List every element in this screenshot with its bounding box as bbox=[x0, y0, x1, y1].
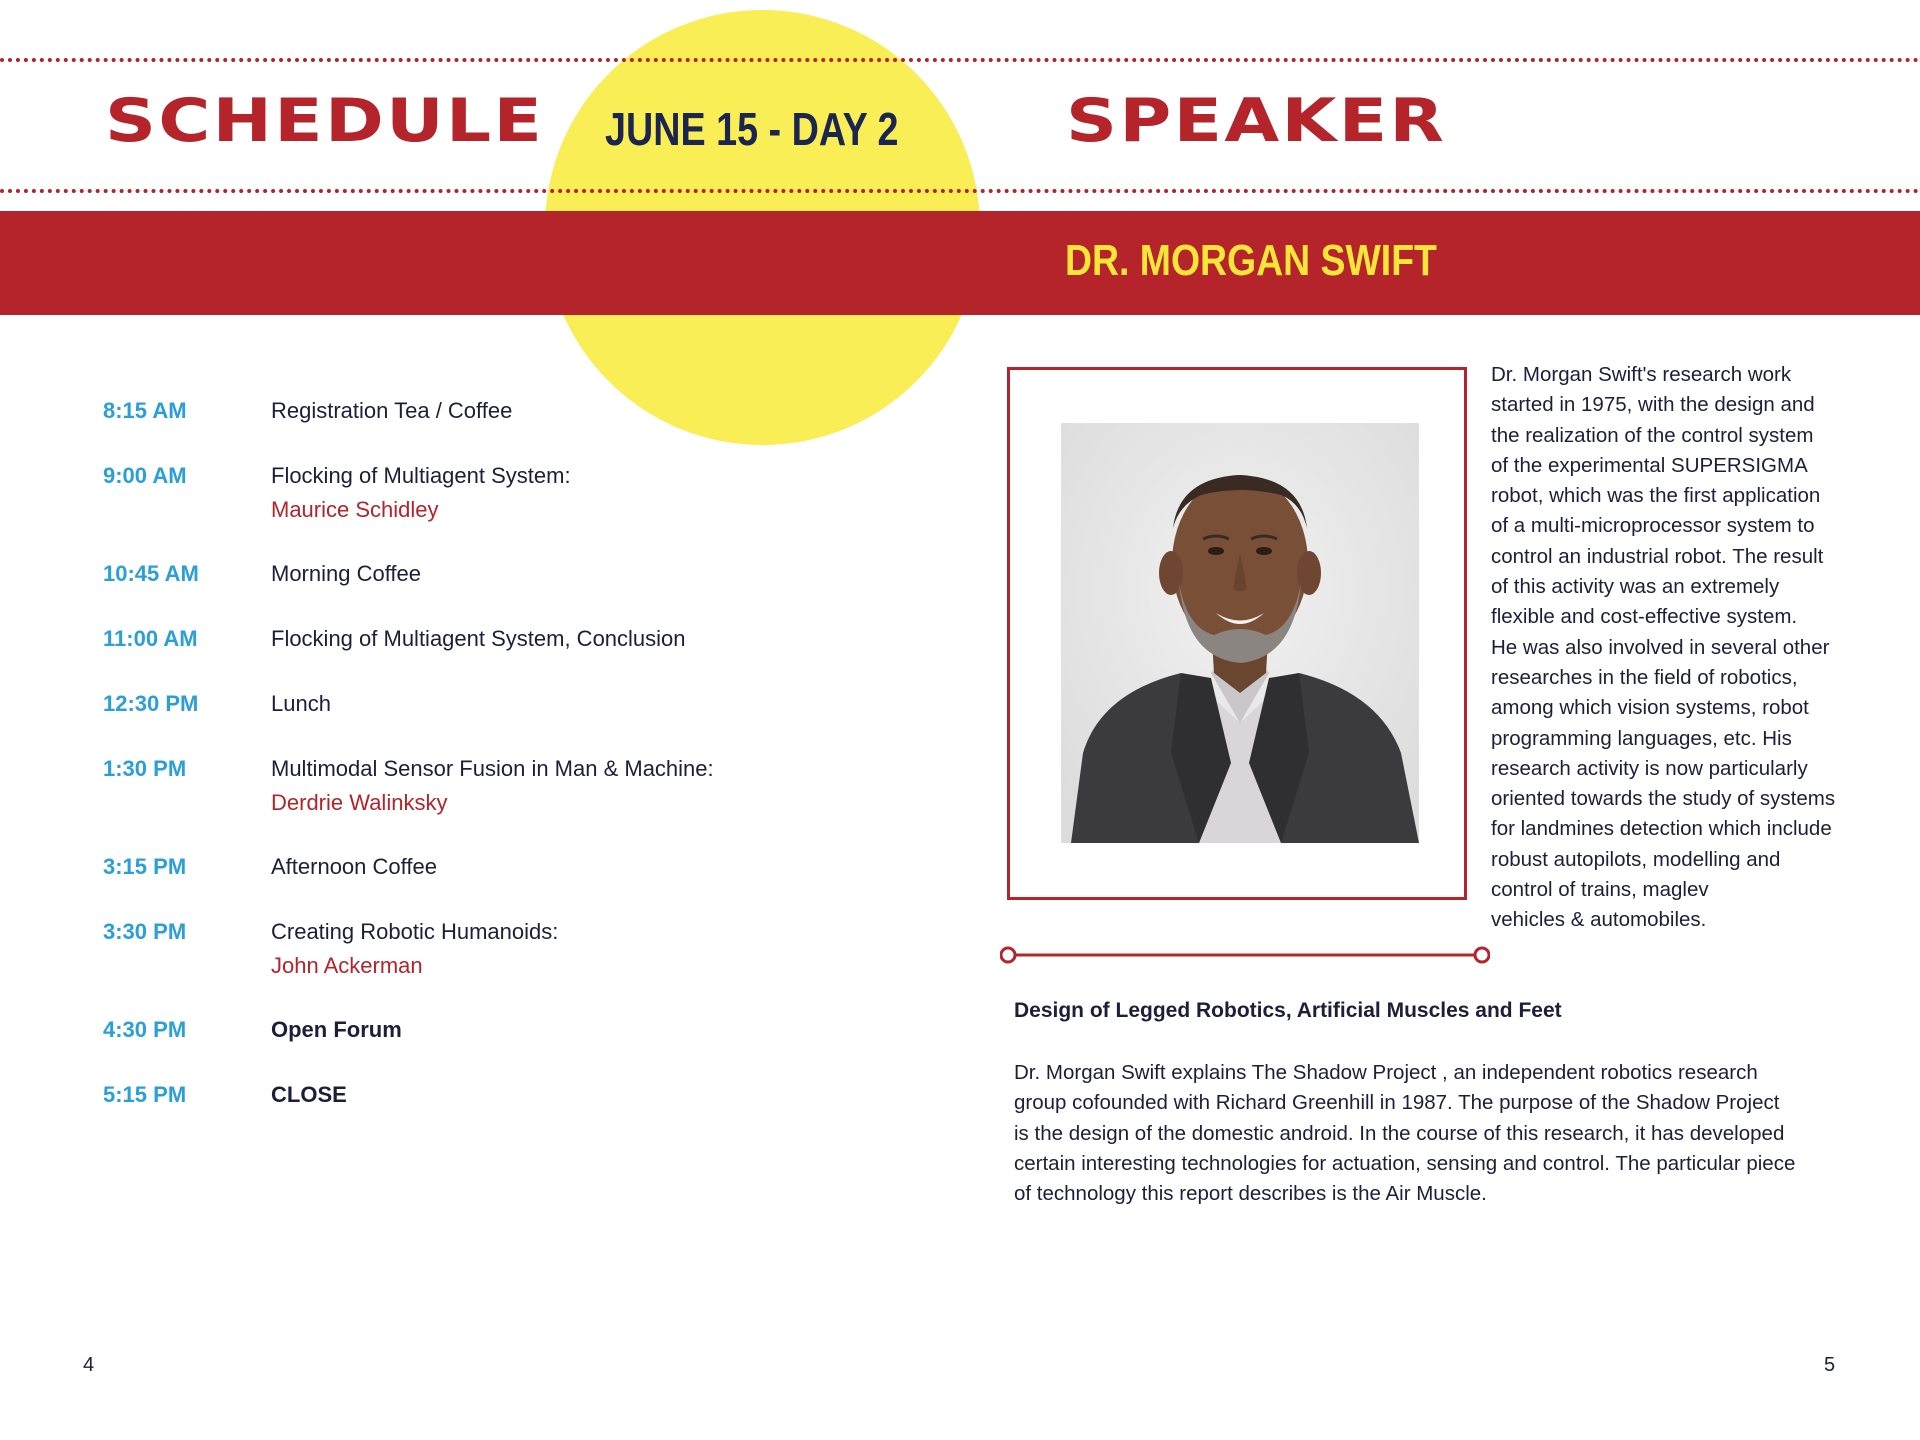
schedule-event bbox=[271, 854, 437, 880]
schedule-time: 1:30 PM bbox=[103, 756, 187, 781]
event-title: Creating Robotic Humanoids: bbox=[271, 919, 559, 944]
presenter-name: Derdrie Walinksky bbox=[271, 790, 448, 815]
schedule-event bbox=[271, 626, 686, 652]
top-dotted-rule bbox=[0, 58, 1920, 62]
speaker-name-band bbox=[0, 211, 1920, 315]
page-number-right: 5 bbox=[1824, 1354, 1836, 1376]
schedule-time: 4:30 PM bbox=[103, 1017, 187, 1042]
schedule-event bbox=[271, 463, 571, 523]
page-number-left: 4 bbox=[83, 1354, 95, 1376]
schedule-event bbox=[271, 398, 512, 424]
presenter-name: John Ackerman bbox=[271, 953, 423, 978]
schedule-event bbox=[271, 919, 558, 979]
schedule-time: 5:15 PM bbox=[103, 1082, 187, 1107]
event-title: Morning Coffee bbox=[271, 561, 422, 586]
schedule-time: 8:15 AM bbox=[103, 398, 187, 423]
event-title: CLOSE bbox=[271, 1082, 347, 1107]
event-title: Multimodal Sensor Fusion in Man & Machine: bbox=[271, 756, 714, 781]
schedule-heading: SCHEDULE bbox=[105, 86, 545, 156]
schedule-event bbox=[271, 1017, 402, 1043]
talk-description: Dr. Morgan Swift explains The Shadow Project , an independent robotics research group cofounded with Richard Greenhill in 1987. The purpose of the Shadow Project is the design of the domestic android. In the course of this research, it has developed certain interesting technologies for actuation, sensing and control. The particular piece of technology this report describes is the Air Muscle. bbox=[1014, 1061, 1796, 1206]
schedule-time: 9:00 AM bbox=[103, 463, 187, 488]
schedule-time: 12:30 PM bbox=[103, 691, 199, 716]
event-title: Open Forum bbox=[271, 1017, 402, 1042]
presenter-name: Maurice Schidley bbox=[271, 497, 439, 522]
speaker-bio: Dr. Morgan Swift's research work started in 1975, with the design and the realization of the control system of the experimental SUPERSIGMA robot, which was the first application of a multi-microprocessor system to control an industrial robot. The result of this activity was an extremely flexible and cost-effective system. He was also involved in several other researches in the field of robotics, among which vision systems, robot programming languages, etc. His research activity is now particularly oriented towards the study of systems for landmines detection which include robust autopilots, modelling and control of trains, maglev vehicles & automobiles. bbox=[1491, 363, 1836, 932]
timeline-divider bbox=[1000, 945, 1490, 965]
schedule-time: 10:45 AM bbox=[103, 561, 199, 586]
speaker-heading: SPEAKER bbox=[1066, 86, 1447, 156]
speaker-portrait-illustration bbox=[1061, 423, 1419, 843]
schedule-event bbox=[271, 1082, 347, 1108]
schedule-event bbox=[271, 756, 714, 816]
event-title: Registration Tea / Coffee bbox=[271, 398, 513, 423]
schedule-time: 3:30 PM bbox=[103, 919, 187, 944]
speaker-photo-frame bbox=[1007, 367, 1467, 900]
event-title: Afternoon Coffee bbox=[271, 854, 437, 879]
talk-title: Design of Legged Robotics, Artificial Muscles and Feet bbox=[1014, 999, 1562, 1022]
speaker-name: DR. MORGAN SWIFT bbox=[1065, 236, 1437, 285]
speaker-photo bbox=[1061, 423, 1419, 843]
event-title: Flocking of Multiagent System, Conclusion bbox=[271, 626, 686, 651]
schedule-time: 3:15 PM bbox=[103, 854, 187, 879]
schedule-event bbox=[271, 691, 331, 717]
bottom-dotted-rule bbox=[0, 189, 1920, 193]
schedule-event bbox=[271, 561, 421, 587]
event-title: Lunch bbox=[271, 691, 331, 716]
event-title: Flocking of Multiagent System: bbox=[271, 463, 571, 488]
schedule-time: 11:00 AM bbox=[103, 626, 198, 651]
date-label: JUNE 15 - DAY 2 bbox=[605, 103, 899, 155]
